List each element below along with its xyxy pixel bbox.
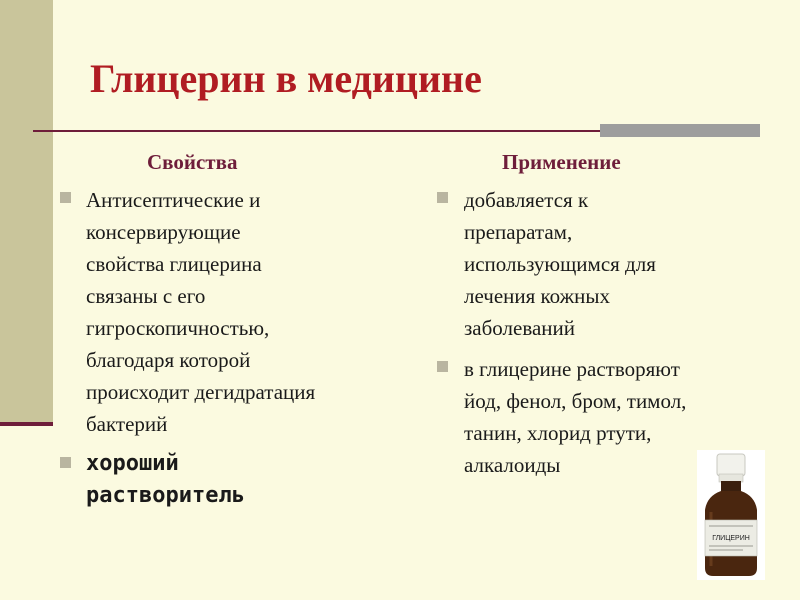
bullet-icon <box>60 192 71 203</box>
left-decorative-bar <box>0 0 53 422</box>
medicine-bottle-icon <box>697 450 765 580</box>
bullet-icon <box>437 361 448 372</box>
bottle-label-text: ГЛИЦЕРИН <box>712 535 750 542</box>
applications-heading: Применение <box>502 150 621 174</box>
bullet-icon <box>60 457 71 468</box>
slide-title: Глицерин в медицине <box>90 56 482 101</box>
properties-item-1: Антисептические и консервирующие свойства глицерина связаны с его гигроскопичностью, благодаря которой происходит дегидратация бактерий <box>86 188 316 436</box>
left-accent-line <box>0 422 53 426</box>
applications-item-2: в глицерине растворяют йод, фенол, бром, тимол, танин, хлорид ртути, алкалоиды <box>464 357 687 477</box>
divider-accent-block <box>600 124 760 137</box>
properties-item-2: хороший растворитель <box>86 451 245 508</box>
applications-item-1: добавляется к препаратам, использующимся для лечения кожных заболеваний <box>464 188 656 340</box>
properties-heading: Свойства <box>147 150 238 174</box>
bullet-icon <box>437 192 448 203</box>
